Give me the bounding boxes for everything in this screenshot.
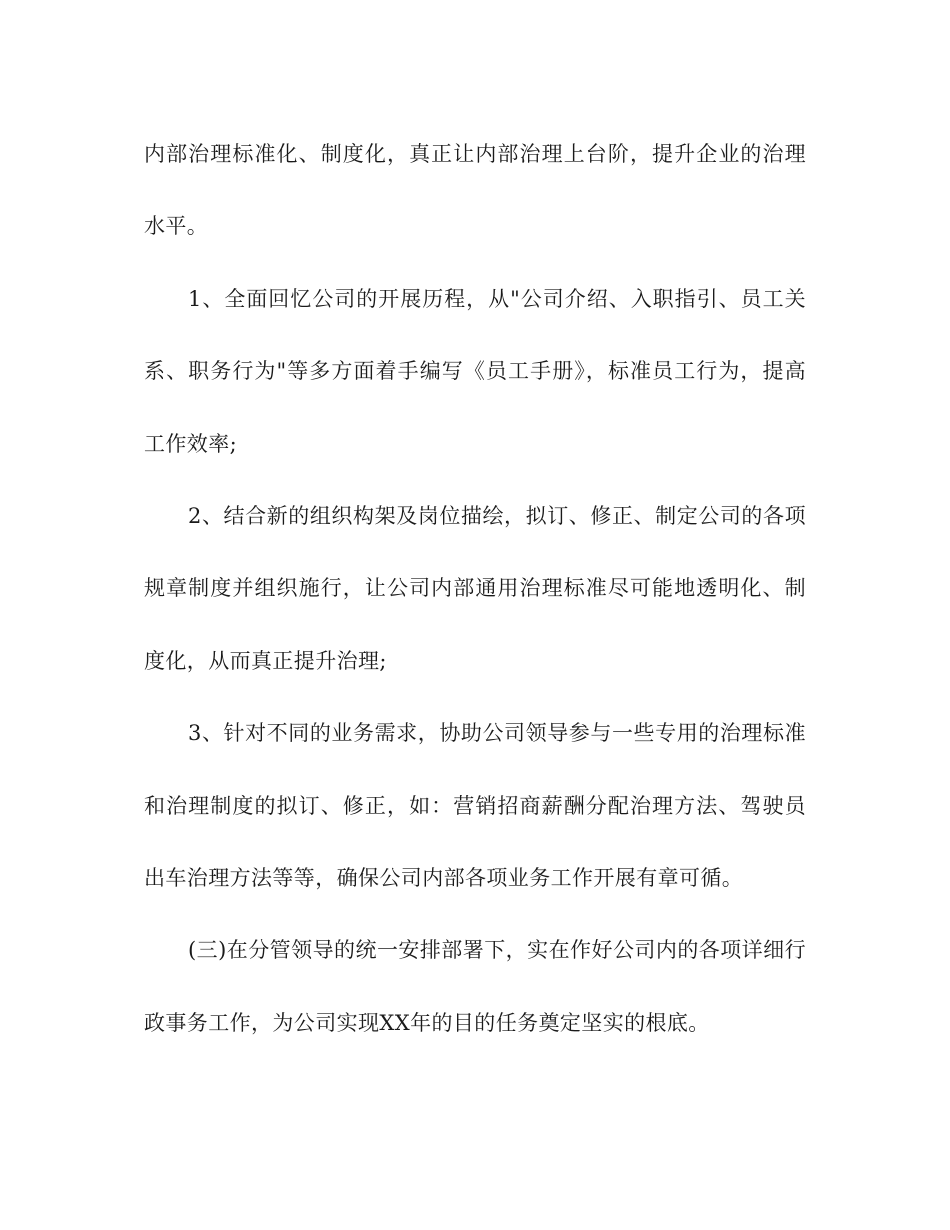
paragraph-item-1-employee-handbook: 1、全面回忆公司的开展历程，从"公司介绍、入职指引、员工关系、职务行为"等多方面着手编写《员工手册》，标准员工行为，提高工作效率; xyxy=(144,286,806,456)
paragraph-item-2-regulations: 2、结合新的组织构架及岗位描绘，拟订、修正、制定公司的各项规章制度并组织施行，让公司内部通用治理标准尽可能地透明化、制度化，从而真正提升治理; xyxy=(144,504,806,673)
paragraph-governance-continuation: 内部治理标准化、制度化，真正让内部治理上台阶，提升企业的治理水平。 xyxy=(144,142,806,239)
paragraph-section-3-admin-affairs: (三)在分管领导的统一安排部署下，实在作好公司内的各项详细行政事务工作，为公司实现XX年的目的任务奠定坚实的根底。 xyxy=(144,938,806,1035)
paragraph-item-3-special-systems: 3、针对不同的业务需求，协助公司领导参与一些专用的治理标准和治理制度的拟订、修正，如：营销招商薪酬分配治理方法、驾驶员出车治理方法等等，确保公司内部各项业务工作开展有章可循。 xyxy=(144,721,806,891)
document-body xyxy=(144,118,806,1059)
